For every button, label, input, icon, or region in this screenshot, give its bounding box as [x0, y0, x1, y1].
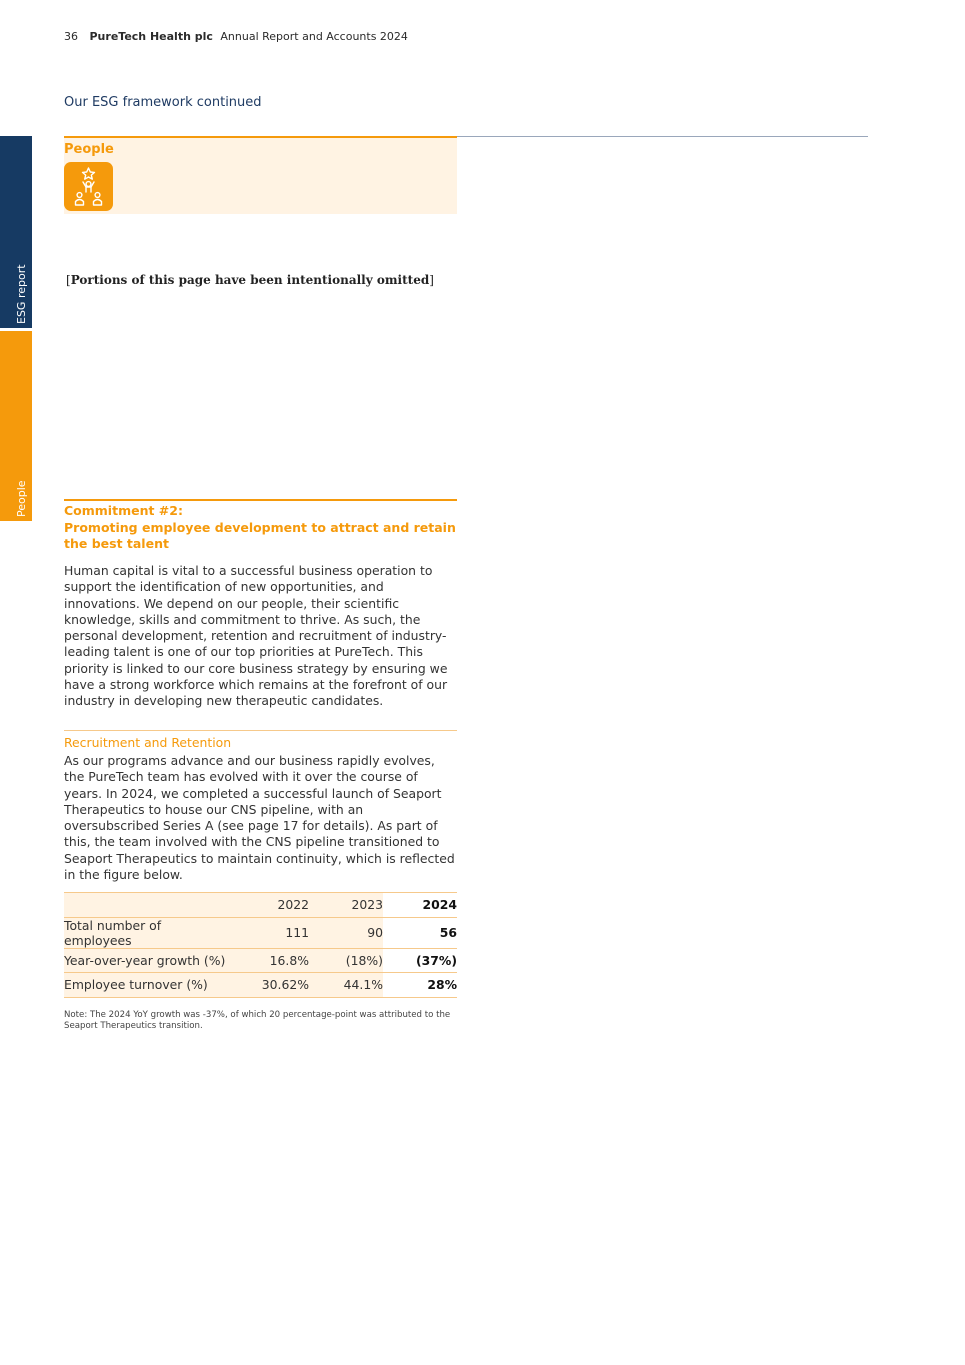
table-cell-current: 28% [383, 973, 457, 998]
table-footnote: Note: The 2024 YoY growth was -37%, of which 20 percentage-point was attributed to the Seaport Therapeutics transition. [64, 1010, 451, 1031]
employee-metrics-table [64, 892, 457, 998]
section-title: Our ESG framework continued [64, 95, 262, 110]
side-tab-people-label: People [15, 480, 28, 517]
commitment-title: Promoting employee development to attract and retain the best talent [64, 519, 456, 551]
table-cell-current: 56 [383, 917, 457, 948]
company-name: PureTech Health plc [89, 30, 213, 43]
table-row-label: Year-over-year growth (%) [64, 948, 227, 973]
table-header-row [64, 893, 457, 918]
table-header-year: 2022 [227, 893, 309, 918]
table-row [64, 973, 457, 998]
omitted-notice-text: Portions of this page have been intentionally omitted [70, 273, 430, 287]
table-row [64, 917, 457, 948]
table-cell: (18%) [309, 948, 383, 973]
table-header-year-current: 2024 [383, 893, 457, 918]
people-award-icon [64, 162, 113, 211]
recruitment-paragraph: As our programs advance and our business rapidly evolves, the PureTech team has evolved with it over the course of years. In 2024, we completed a successful launch of Seaport Therapeutics to house our CNS pipeline, with an oversubscribed Series A (see page 17 for details). As part of this, the team involved with the CNS pipeline transitioned to Seaport Therapeutics to maintain continuity, which is reflected in the figure below. [64, 753, 455, 883]
table-cell: 16.8% [227, 948, 309, 973]
omitted-notice: [Portions of this page have been intentionally omitted] [66, 273, 434, 287]
table-header-blank [64, 893, 227, 918]
recruitment-divider [64, 730, 457, 731]
table-row [64, 948, 457, 973]
report-title: Annual Report and Accounts 2024 [220, 30, 408, 43]
table-row-label: Total number of employees [64, 917, 227, 948]
top-divider [457, 136, 868, 137]
commitment-divider [64, 499, 457, 501]
table-cell: 30.62% [227, 973, 309, 998]
table-cell: 44.1% [309, 973, 383, 998]
page-number: 36 [64, 30, 78, 43]
commitment-paragraph: Human capital is vital to a successful business operation to support the identification of new opportunities, and innovations. We depend on our people, their scientific knowledge, skills and commitment to thrive. As such, the personal development, retention and recruitment of industry-leading talent is one of our top priorities at PureTech. This priority is linked to our core business strategy by ensuring we have a strong workforce which remains at the forefront of our industry in developing new therapeutic candidates. [64, 563, 448, 709]
recruitment-heading: Recruitment and Retention [64, 735, 232, 750]
side-tab-esg-label: ESG report [15, 264, 28, 324]
commitment-number: Commitment #2: [64, 503, 183, 518]
page-header [64, 30, 408, 43]
commitment-heading [64, 503, 457, 553]
table-cell-current: (37%) [383, 948, 457, 973]
table-row-label: Employee turnover (%) [64, 973, 227, 998]
people-pillar-title: People [64, 142, 114, 157]
people-pillar-box [64, 136, 457, 214]
table-cell: 90 [309, 917, 383, 948]
table-header-year: 2023 [309, 893, 383, 918]
table-cell: 111 [227, 917, 309, 948]
